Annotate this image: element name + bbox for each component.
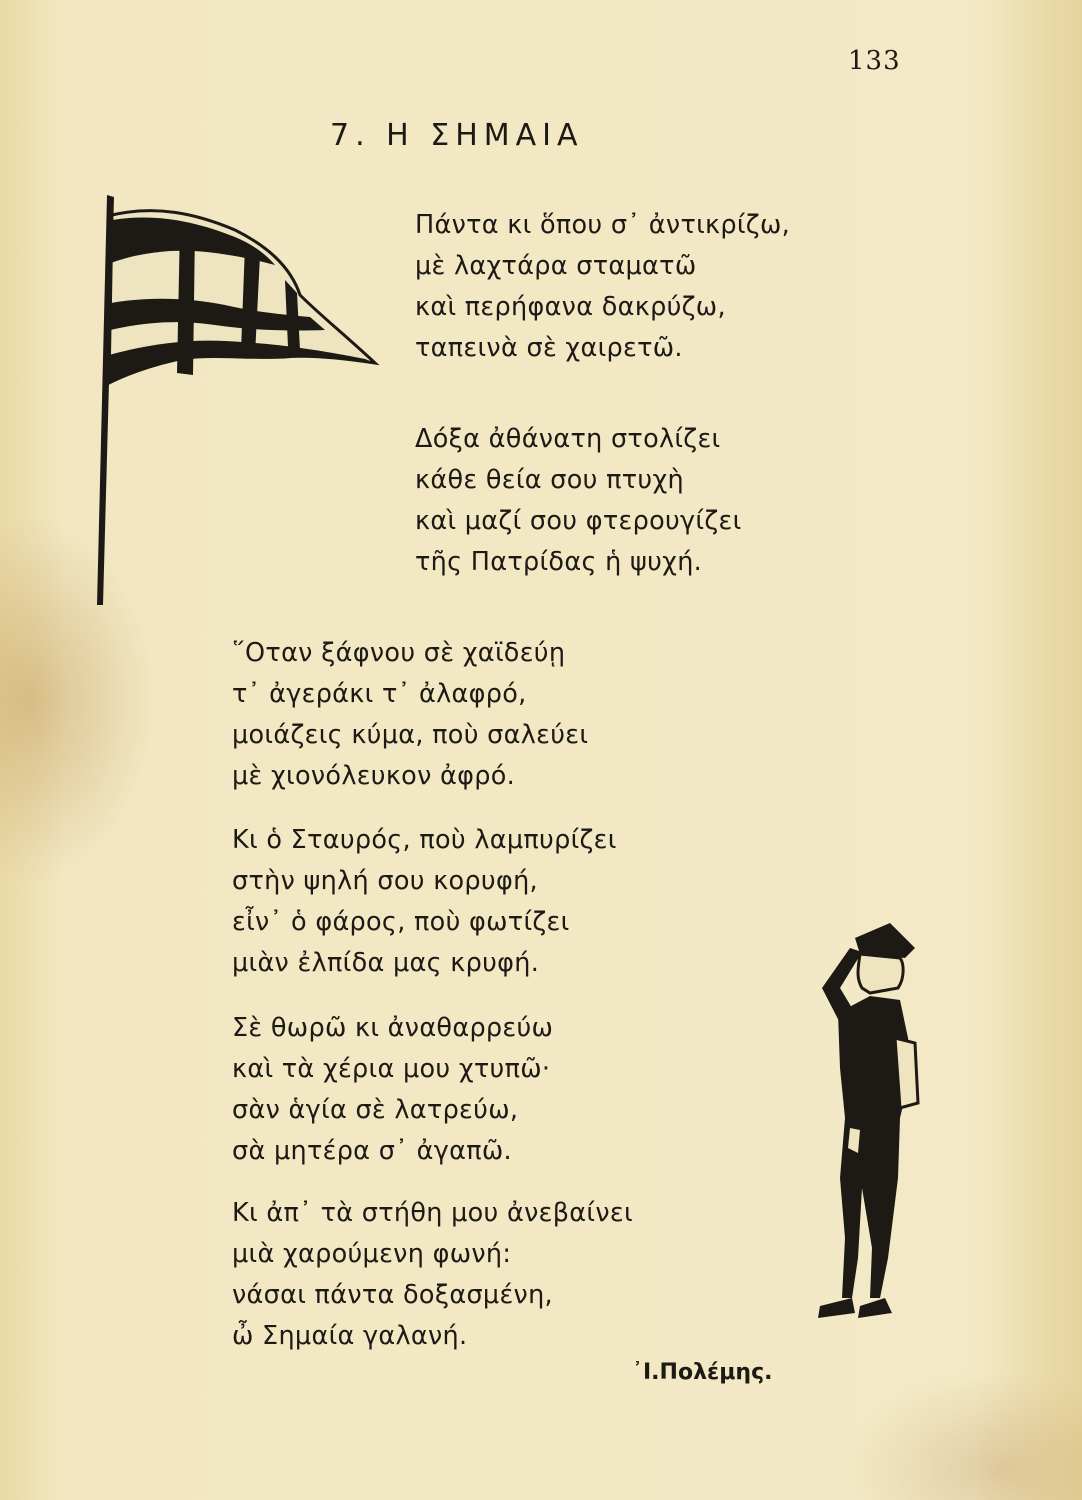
verse-line: ταπεινὰ σὲ χαιρετῶ. — [415, 333, 683, 363]
verse-line: καὶ τὰ χέρια μου χτυπῶ· — [232, 1054, 551, 1084]
stanza-1 — [415, 205, 790, 369]
page-number: 133 — [848, 46, 901, 76]
cap-shape — [855, 923, 915, 958]
flag-illustration — [85, 185, 385, 615]
stanza-4 — [232, 820, 617, 984]
verse-line: Πάντα κι ὅπου σ᾽ ἀντικρίζω, — [415, 210, 790, 240]
author-signature: ᾿Ι.Πολέμης. — [632, 1360, 773, 1385]
verse-line: τῆς Πατρίδας ἡ ψυχή. — [415, 547, 703, 577]
stanza-3 — [232, 633, 588, 797]
verse-line: Κι ἀπ᾽ τὰ στήθη μου ἀνεβαίνει — [232, 1198, 633, 1228]
bag-shape — [895, 1038, 918, 1108]
verse-line: μοιάζεις κύμα, ποὺ σαλεύει — [232, 720, 589, 750]
shoe-right — [858, 1298, 892, 1318]
verse-line: κάθε θεία σου πτυχὴ — [415, 465, 684, 495]
verse-line: σὰν ἁγία σὲ λατρεύω, — [232, 1095, 519, 1125]
verse-line: μὲ χιονόλευκον ἀφρό. — [232, 761, 516, 791]
stanza-2 — [415, 419, 742, 583]
shoe-left — [818, 1298, 855, 1318]
verse-line: σὰ μητέρα σ᾽ ἀγαπῶ. — [232, 1136, 512, 1166]
verse-line: τ᾽ ἀγεράκι τ᾽ ἀλαφρό, — [232, 679, 527, 709]
verse-line: καὶ περήφανα δακρύζω, — [415, 292, 726, 322]
head-shape — [858, 954, 903, 993]
verse-line: Σὲ θωρῶ κι ἀναθαρρεύω — [232, 1013, 554, 1043]
verse-line: στὴν ψηλή σου κορυφή, — [232, 866, 538, 896]
verse-line: ὦ Σημαία γαλανή. — [232, 1321, 468, 1351]
saluting-boy-illustration — [800, 918, 930, 1338]
stanza-6 — [232, 1193, 633, 1357]
verse-line: καὶ μαζί σου φτερουγίζει — [415, 506, 742, 536]
stanza-5 — [232, 1008, 553, 1172]
verse-line: μιὰ χαρούμενη φωνή: — [232, 1239, 512, 1269]
verse-line: εἶν᾽ ὁ φάρος, ποὺ φωτίζει — [232, 907, 570, 937]
verse-line: νάσαι πάντα δοξασμένη, — [232, 1280, 553, 1310]
flag-cloth — [109, 211, 375, 383]
verse-line: Κι ὁ Σταυρός, ποὺ λαμπυρίζει — [232, 825, 617, 855]
poem-title: 7. Η ΣΗΜΑΙΑ — [330, 118, 584, 153]
verse-line: μὲ λαχτάρα σταματῶ — [415, 251, 697, 281]
verse-line: μιὰν ἐλπίδα μας κρυφή. — [232, 948, 540, 978]
verse-line: ῞Οταν ξάφνου σὲ χαϊδεύῃ — [232, 638, 566, 668]
verse-line: Δόξα ἀθάνατη στολίζει — [415, 424, 721, 454]
